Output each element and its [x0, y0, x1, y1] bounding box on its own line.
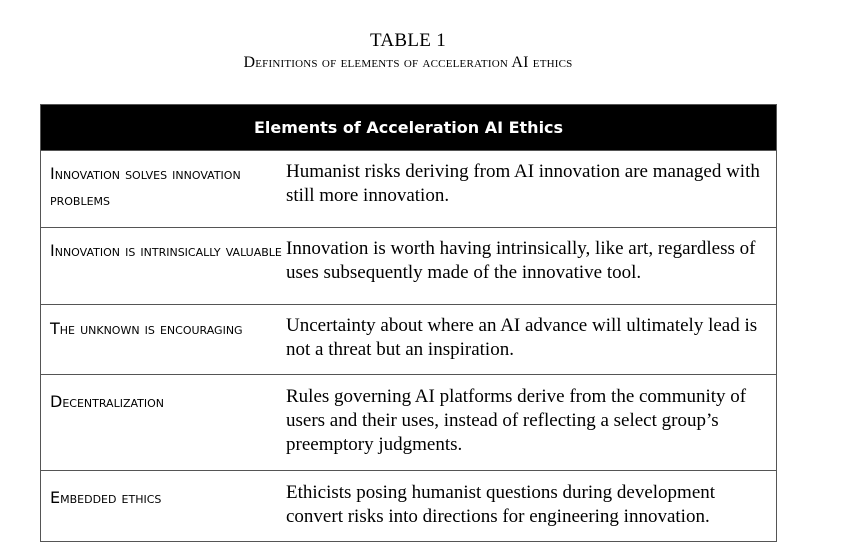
element-definition: Ethicists posing humanist questions during development convert risks into directions for engineering innovation. [286, 482, 716, 527]
element-definition: Humanist risks deriving from AI innovation are managed with still more innovation. [286, 161, 760, 206]
table-row [41, 470, 776, 541]
table-header: Elements of Acceleration AI Ethics [41, 105, 776, 150]
element-term: Innovation is intrinsically valuable [50, 241, 282, 260]
element-definition: Rules governing AI platforms derive from the community of users and their uses, instead of reflecting a select group’s preemptory judgments. [286, 386, 747, 455]
element-term: Embedded ethics [50, 488, 162, 507]
element-term: Decentralization [50, 392, 165, 411]
element-term: Innovation solves innovation problems [50, 164, 241, 209]
element-definition: Innovation is worth having intrinsically, like art, regardless of uses subsequently made of the innovative tool. [286, 238, 756, 283]
table-number: TABLE 1 [369, 30, 447, 51]
table-row [41, 304, 776, 374]
table-row [41, 227, 776, 304]
definitions-table [40, 104, 777, 542]
element-term: The unknown is encouraging [50, 319, 243, 338]
element-definition: Uncertainty about where an AI advance will ultimately lead is not a threat but an inspiration. [286, 315, 758, 360]
table-title: Definitions of elements of acceleration AI ethics [243, 54, 573, 71]
table-row [41, 150, 776, 227]
table-row [41, 374, 776, 470]
